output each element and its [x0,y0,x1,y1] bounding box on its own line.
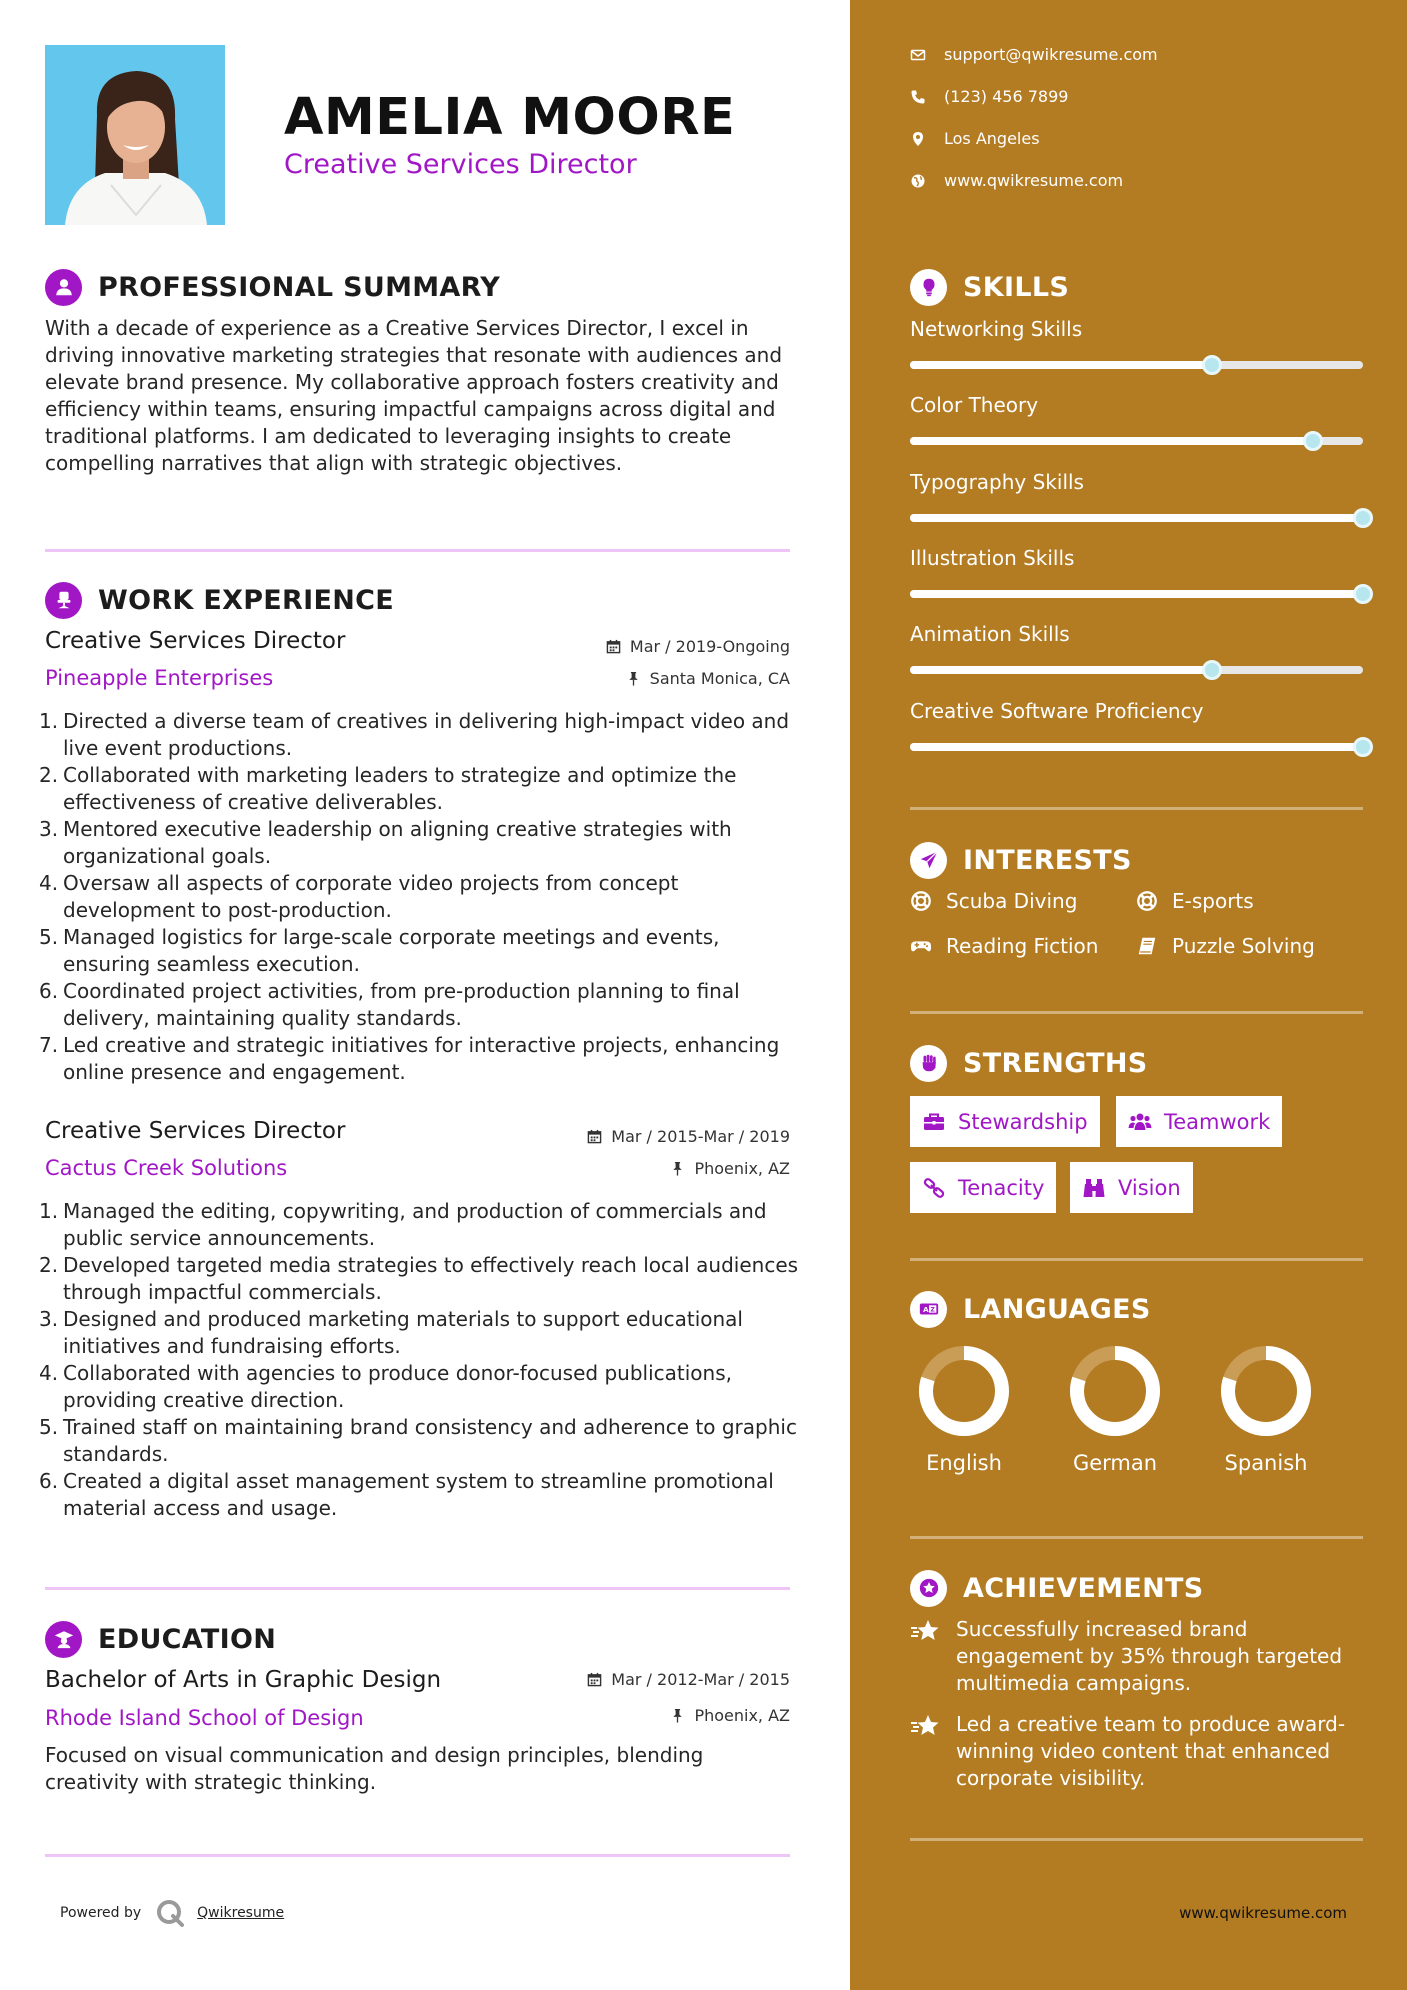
fist-icon [910,1045,947,1082]
education-dates-text: Mar / 2012-Mar / 2015 [611,1670,790,1689]
contact-email[interactable] [910,45,1158,64]
contact-location [910,129,1040,148]
summary-heading-row [45,267,500,307]
skill-knob [1202,355,1222,375]
sidebar-divider [910,1838,1363,1841]
education-description: Focused on visual communication and design principles, blending creativity with strategic thinking. [45,1743,704,1794]
star-speed-icon [910,1713,942,1741]
skill-label: Animation Skills [910,622,1070,646]
candidate-title: Creative Services Director [284,149,637,180]
skill-label: Networking Skills [910,317,1083,341]
job-location-text: Phoenix, AZ [694,1159,790,1178]
globe-icon [910,173,926,189]
paper-plane-icon [910,842,947,879]
pushpin-icon [670,1708,685,1723]
skill-knob [1353,508,1373,528]
translate-icon [910,1291,947,1328]
experience-heading: WORK EXPERIENCE [98,584,394,616]
education-location [670,1706,790,1725]
skill-slider [910,590,1363,598]
job-title: Creative Services Director [45,1118,346,1144]
education-dates [587,1670,790,1689]
strengths-heading-row [910,1043,1148,1083]
education-heading-row [45,1619,276,1659]
language-item [1055,1345,1175,1475]
phone-icon [910,89,926,105]
company-name: Cactus Creek Solutions [45,1156,288,1180]
achievement-item [910,1616,1370,1697]
skill-fill [910,361,1212,369]
strength-label: Vision [1118,1175,1181,1200]
lightbulb-icon [910,269,947,306]
skill-label: Creative Software Proficiency [910,699,1204,723]
education-heading: EDUCATION [98,1623,277,1655]
sidebar-divider [910,1011,1363,1014]
language-ring [918,1345,1010,1437]
contact-website[interactable] [910,171,1123,190]
skill-fill [910,743,1363,751]
user-icon [45,269,82,306]
interest-label: Reading Fiction [946,934,1099,958]
education-location-text: Phoenix, AZ [694,1706,790,1725]
calendar-icon [606,639,621,654]
languages-heading-row [910,1289,1151,1329]
svg-text:A: A [922,1305,929,1315]
skill-fill [910,437,1313,445]
link-icon [922,1176,946,1200]
profile-photo [45,45,225,225]
lifebuoy-icon [910,890,932,912]
list-item: 4. Collaborated with agencies to produce donor-focused publications, providing creative direction. [39,1361,732,1412]
skill-knob [1202,660,1222,680]
envelope-icon [910,47,926,63]
sidebar-divider [910,807,1363,810]
skill-slider [910,743,1363,751]
skills-heading: SKILLS [963,271,1070,303]
skill-slider [910,514,1363,522]
list-item: 1. Directed a diverse team of creatives in delivering high-impact video and live event productions. [39,709,790,760]
language-ring [1220,1345,1312,1437]
list-item: 2. Collaborated with marketing leaders to strategize and optimize the effectiveness of creative deliverables. [39,763,737,814]
contact-phone[interactable] [910,87,1068,106]
language-label: German [1072,1451,1158,1475]
interest-item [1136,889,1254,913]
strength-label: Stewardship [958,1109,1088,1134]
language-ring [1069,1345,1161,1437]
list-item: 3. Mentored executive leadership on aligning creative strategies with organizational goals. [39,817,732,868]
section-divider [45,1854,790,1857]
interest-item [910,889,1077,913]
job-title: Creative Services Director [45,628,346,654]
skill-label: Typography Skills [910,470,1084,494]
list-item: 6. Created a digital asset management system to streamline promotional material access and usage. [39,1469,774,1520]
achievement-text: Successfully increased brand engagement by 35% through targeted multimedia campaigns. [956,1617,1343,1695]
graduate-icon [45,1621,82,1658]
qwikresume-link[interactable]: Qwikresume [197,1905,285,1921]
strength-badge [910,1162,1056,1213]
briefcase-icon [922,1110,946,1134]
summary-text: With a decade of experience as a Creative Services Director, I excel in driving innovative marketing strategies that resonate with audiences and elevate brand presence. My collaborative approach fosters creativity and efficiency within teams, ensuring impactful campaigns across digital and traditional platforms. I am dedicated to leveraging insights to create compelling narratives that align with strategic objectives. [45,316,783,475]
skill-fill [910,666,1212,674]
interest-label: E-sports [1172,889,1254,913]
job-dates-text: Mar / 2019-Ongoing [629,637,790,656]
job-location [626,669,790,688]
map-marker-icon [910,131,926,147]
list-item: 5. Managed logistics for large-scale corporate meetings and events, ensuring seamless execution. [39,925,720,976]
achievements-heading-row [910,1568,1204,1608]
school-name: Rhode Island School of Design [45,1706,364,1730]
sidebar-divider [910,1536,1363,1539]
pushpin-icon [670,1161,685,1176]
languages-heading: LANGUAGES [963,1293,1151,1325]
skill-slider [910,361,1363,369]
achievement-text: Led a creative team to produce award-winning video content that enhanced corporate visibility. [956,1712,1346,1790]
users-icon [1128,1110,1152,1134]
skill-slider [910,666,1363,674]
skill-knob [1353,584,1373,604]
list-item: 7. Led creative and strategic initiatives for interactive projects, enhancing online presence and engagement. [39,1033,780,1084]
sidebar [850,0,1407,1990]
skill-fill [910,590,1363,598]
list-item: 6. Coordinated project activities, from pre-production planning to final delivery, maintaining quality standards. [39,979,740,1030]
skill-label: Color Theory [910,393,1039,417]
sidebar-divider [910,1258,1363,1261]
experience-heading-row [45,580,394,620]
candidate-name: AMELIA MOORE [284,88,736,147]
book-icon [1136,935,1158,957]
language-item [904,1345,1024,1475]
strength-label: Teamwork [1164,1109,1271,1134]
email-text: support@qwikresume.com [944,45,1158,64]
powered-by-label: Powered by [60,1905,142,1921]
section-divider [45,1587,790,1590]
skill-knob [1303,431,1323,451]
qwikresume-logo-icon [155,1898,185,1928]
achievement-item [910,1711,1370,1792]
interest-item [910,934,1098,958]
list-item: 4. Oversaw all aspects of corporate video projects from concept development to post-production. [39,871,679,922]
location-text: Los Angeles [944,129,1040,148]
interest-item [1136,934,1315,958]
skills-heading-row [910,267,1069,307]
star-badge-icon [910,1570,947,1607]
degree-title: Bachelor of Arts in Graphic Design [45,1667,442,1693]
strength-label: Tenacity [958,1175,1045,1200]
summary-heading: PROFESSIONAL SUMMARY [98,271,501,303]
strengths-heading: STRENGTHS [963,1047,1148,1079]
achievements-heading: ACHIEVEMENTS [963,1572,1204,1604]
list-item: 1. Managed the editing, copywriting, and production of commercials and public service announcements. [39,1199,767,1250]
skill-fill [910,514,1363,522]
job-location-text: Santa Monica, CA [649,669,790,688]
star-speed-icon [910,1618,942,1646]
phone-text: (123) 456 7899 [944,87,1069,106]
strength-badge [910,1096,1100,1147]
language-label: Spanish [1224,1451,1308,1475]
office-chair-icon [45,582,82,619]
section-divider [45,549,790,552]
job-dates-text: Mar / 2015-Mar / 2019 [611,1127,790,1146]
list-item: 2. Developed targeted media strategies to effectively reach local audiences through impactful commercials. [39,1253,799,1304]
job-bullet-list [39,1198,805,1522]
website-text: www.qwikresume.com [944,171,1124,190]
strength-badge [1070,1162,1193,1213]
job-bullet-list [39,708,805,1086]
binoculars-icon [1082,1176,1106,1200]
pushpin-icon [626,671,641,686]
company-name: Pineapple Enterprises [45,666,274,690]
strength-badge [1116,1096,1282,1147]
gamepad-icon [910,935,932,957]
lifebuoy-icon [1136,890,1158,912]
interest-label: Scuba Diving [946,889,1078,913]
powered-by [60,1898,284,1928]
language-label: English [926,1451,1002,1475]
list-item: 3. Designed and produced marketing materials to support educational initiatives and fundraising efforts. [39,1307,743,1358]
skill-slider [910,437,1363,445]
svg-text:Z: Z [929,1306,935,1314]
job-location [670,1159,790,1178]
skill-label: Illustration Skills [910,546,1075,570]
skill-knob [1353,737,1373,757]
footer-website[interactable]: www.qwikresume.com [1179,1904,1347,1922]
job-dates [587,1127,790,1146]
job-dates [606,637,790,656]
calendar-icon [587,1129,602,1144]
interests-heading-row [910,840,1132,880]
calendar-icon [587,1672,602,1687]
interest-label: Puzzle Solving [1172,934,1315,958]
language-item [1206,1345,1326,1475]
interests-heading: INTERESTS [963,844,1132,876]
list-item: 5. Trained staff on maintaining brand consistency and adherence to graphic standards. [39,1415,797,1466]
